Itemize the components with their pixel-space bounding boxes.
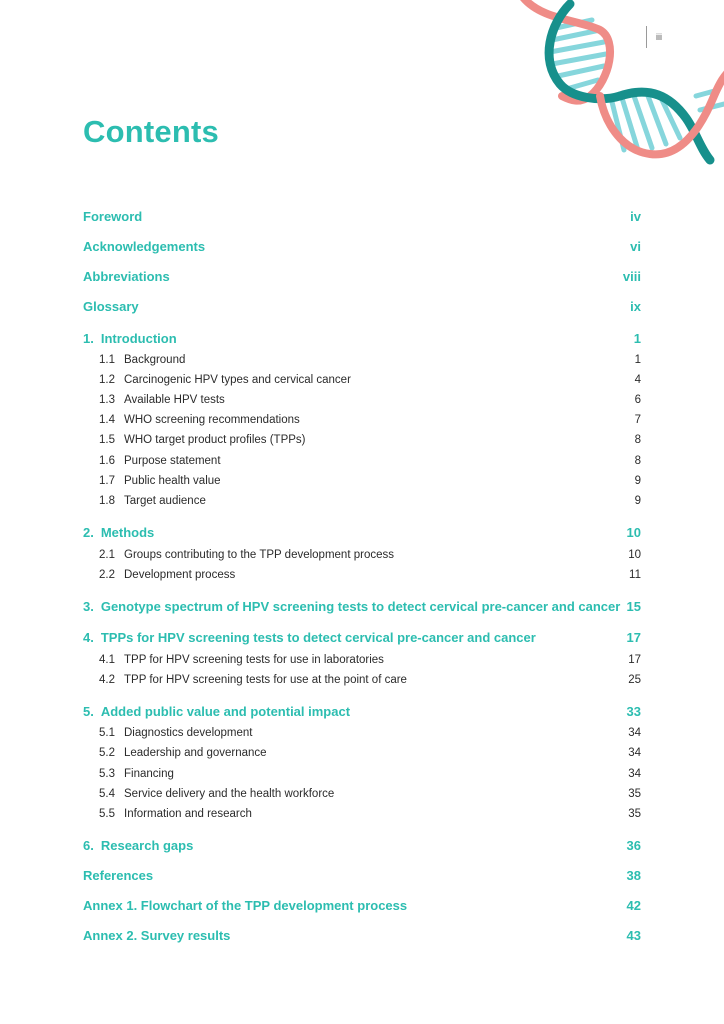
toc-subentry[interactable] [83, 434, 641, 446]
toc-chapter-number: 1. [83, 331, 94, 346]
toc-subentry-label: Background [124, 354, 186, 366]
toc-entry-label: Added public value and potential impact [100, 704, 351, 719]
toc-entry-glossary[interactable] [83, 299, 641, 314]
toc-subentry-number: 4.1 [99, 654, 115, 666]
toc-subentry-number: 1.3 [99, 394, 115, 406]
toc-subentry-page: 34 [628, 747, 641, 759]
toc-subentry-page: 4 [634, 374, 641, 386]
dna-helix-illustration [500, 0, 724, 170]
toc-subentry-number: 1.4 [99, 414, 115, 426]
toc-subentry[interactable] [83, 549, 641, 561]
toc-entry-page: vi [630, 239, 641, 254]
toc-entry-page: 1 [633, 331, 641, 346]
toc-subentry-label: TPP for HPV screening tests for use at the point of care [124, 674, 407, 686]
toc-subentry-page: 35 [628, 808, 641, 820]
toc-subentry-page: 34 [628, 727, 641, 739]
toc-subentry-page: 17 [628, 654, 641, 666]
toc-entry-acknowledgements[interactable] [83, 239, 641, 254]
toc-subentry-number: 5.3 [99, 768, 115, 780]
toc-subentry-page: 9 [634, 475, 641, 487]
toc-entry-label: Annex 1. Flowchart of the TPP development process [83, 898, 408, 913]
toc-chapter-number: 2. [83, 525, 94, 540]
toc-subentry[interactable] [83, 674, 641, 686]
toc-subentry-page: 7 [634, 414, 641, 426]
toc-entry-page: 15 [626, 599, 641, 614]
toc-subentry-label: Diagnostics development [124, 727, 253, 739]
toc-chapter-methods[interactable] [83, 525, 641, 540]
toc-subentry-number: 1.1 [99, 354, 115, 366]
toc-entry-page: ix [630, 299, 641, 314]
toc-chapter-number: 3. [83, 599, 94, 614]
toc-entry-label: Acknowledgements [83, 239, 206, 254]
page-title: Contents [83, 114, 219, 149]
toc-subentry-page: 9 [634, 495, 641, 507]
toc-subentry-page: 35 [628, 788, 641, 800]
toc-subentry-label: Leadership and governance [124, 747, 267, 759]
toc-entry-abbreviations[interactable] [83, 269, 641, 284]
toc-subentry-label: Groups contributing to the TPP development process [124, 549, 394, 561]
toc-subentry-label: TPP for HPV screening tests for use in laboratories [124, 654, 384, 666]
toc-subentry-number: 2.2 [99, 569, 115, 581]
toc-subentry-page: 6 [634, 394, 641, 406]
toc-entry-label: Methods [100, 525, 155, 540]
toc-chapter-number: 4. [83, 630, 94, 645]
toc-entry-page: viii [622, 269, 641, 284]
toc-entry-label: Foreword [83, 209, 143, 224]
toc-subentry[interactable] [83, 354, 641, 366]
toc-subentry-label: Public health value [124, 475, 221, 487]
toc-subentry-page: 10 [628, 549, 641, 561]
toc-subentry-label: WHO target product profiles (TPPs) [124, 434, 306, 446]
toc-subentry-number: 5.2 [99, 747, 115, 759]
toc-entry-page: iv [630, 209, 641, 224]
toc-entry-label: Abbreviations [83, 269, 170, 284]
toc-entry-label: Introduction [100, 331, 177, 346]
toc-entry-foreword[interactable] [83, 209, 641, 224]
toc-entry-label: TPPs for HPV screening tests to detect cervical pre-cancer and cancer [100, 630, 536, 645]
toc-subentry-number: 1.2 [99, 374, 115, 386]
toc-entry-page: 17 [626, 630, 641, 645]
toc-entry-page: 43 [626, 928, 641, 943]
page-number-divider [646, 26, 647, 48]
toc-subentry[interactable] [83, 495, 641, 507]
toc-subentry[interactable] [83, 414, 641, 426]
toc-entry-page: 10 [626, 525, 641, 540]
toc-entry-label: Glossary [83, 299, 139, 314]
toc-subentry[interactable] [83, 808, 641, 820]
toc-subentry-number: 5.5 [99, 808, 115, 820]
toc-chapter-tpps[interactable] [83, 630, 641, 645]
toc-subentry-number: 5.1 [99, 727, 115, 739]
toc-entry-page: 38 [626, 868, 641, 883]
toc-subentry-label: Information and research [124, 808, 252, 820]
toc-subentry-page: 8 [634, 434, 641, 446]
toc-entry-page: 42 [626, 898, 641, 913]
toc-entry-label: References [83, 868, 154, 883]
toc-subentry-label: Financing [124, 768, 174, 780]
toc-chapter-number: 5. [83, 704, 94, 719]
toc-subentry-label: WHO screening recommendations [124, 414, 300, 426]
page-number: iii [656, 32, 662, 42]
toc-subentry-number: 1.8 [99, 495, 115, 507]
toc-entry-annex-1[interactable] [83, 898, 641, 913]
toc-subentry-number: 1.7 [99, 475, 115, 487]
toc-entry-label: Research gaps [100, 838, 194, 853]
toc-subentry-page: 1 [634, 354, 641, 366]
toc-subentry-page: 34 [628, 768, 641, 780]
toc-subentry-page: 25 [628, 674, 641, 686]
toc-entry-label: Genotype spectrum of HPV screening tests to detect cervical pre-cancer and cancer [100, 599, 621, 614]
toc-chapter-genotype-spectrum[interactable] [83, 599, 641, 614]
toc-subentry-label: Target audience [124, 495, 206, 507]
toc-chapter-public-value[interactable] [83, 704, 641, 719]
toc-subentry[interactable] [83, 394, 641, 406]
toc-entry-page: 36 [626, 838, 641, 853]
toc-subentry-label: Carcinogenic HPV types and cervical cancer [124, 374, 351, 386]
toc-subentry[interactable] [83, 475, 641, 487]
toc-subentry-page: 8 [634, 455, 641, 467]
toc-subentry[interactable] [83, 727, 641, 739]
toc-subentry[interactable] [83, 455, 641, 467]
toc-chapter-introduction[interactable] [83, 331, 641, 346]
toc-subentry-number: 4.2 [99, 674, 115, 686]
toc-subentry-label: Available HPV tests [124, 394, 225, 406]
toc-entry-annex-2[interactable] [83, 928, 641, 943]
toc-entry-page: 33 [626, 704, 641, 719]
toc-entry-references[interactable] [83, 868, 641, 883]
toc-subentry[interactable] [83, 569, 641, 581]
toc-subentry-number: 5.4 [99, 788, 115, 800]
toc-subentry-number: 1.6 [99, 455, 115, 467]
toc-subentry[interactable] [83, 747, 641, 759]
toc-subentry-label: Development process [124, 569, 236, 581]
toc-chapter-research-gaps[interactable] [83, 838, 641, 853]
toc-subentry-label: Purpose statement [124, 455, 221, 467]
toc-entry-label: Annex 2. Survey results [83, 928, 231, 943]
toc-subentry[interactable] [83, 374, 641, 386]
toc-subentry-number: 1.5 [99, 434, 115, 446]
toc-subentry-page: 11 [629, 569, 641, 581]
toc-subentry[interactable] [83, 768, 641, 780]
toc-subentry-label: Service delivery and the health workforce [124, 788, 335, 800]
toc-subentry[interactable] [83, 654, 641, 666]
toc-subentry-number: 2.1 [99, 549, 115, 561]
toc-chapter-number: 6. [83, 838, 94, 853]
toc-subentry[interactable] [83, 788, 641, 800]
